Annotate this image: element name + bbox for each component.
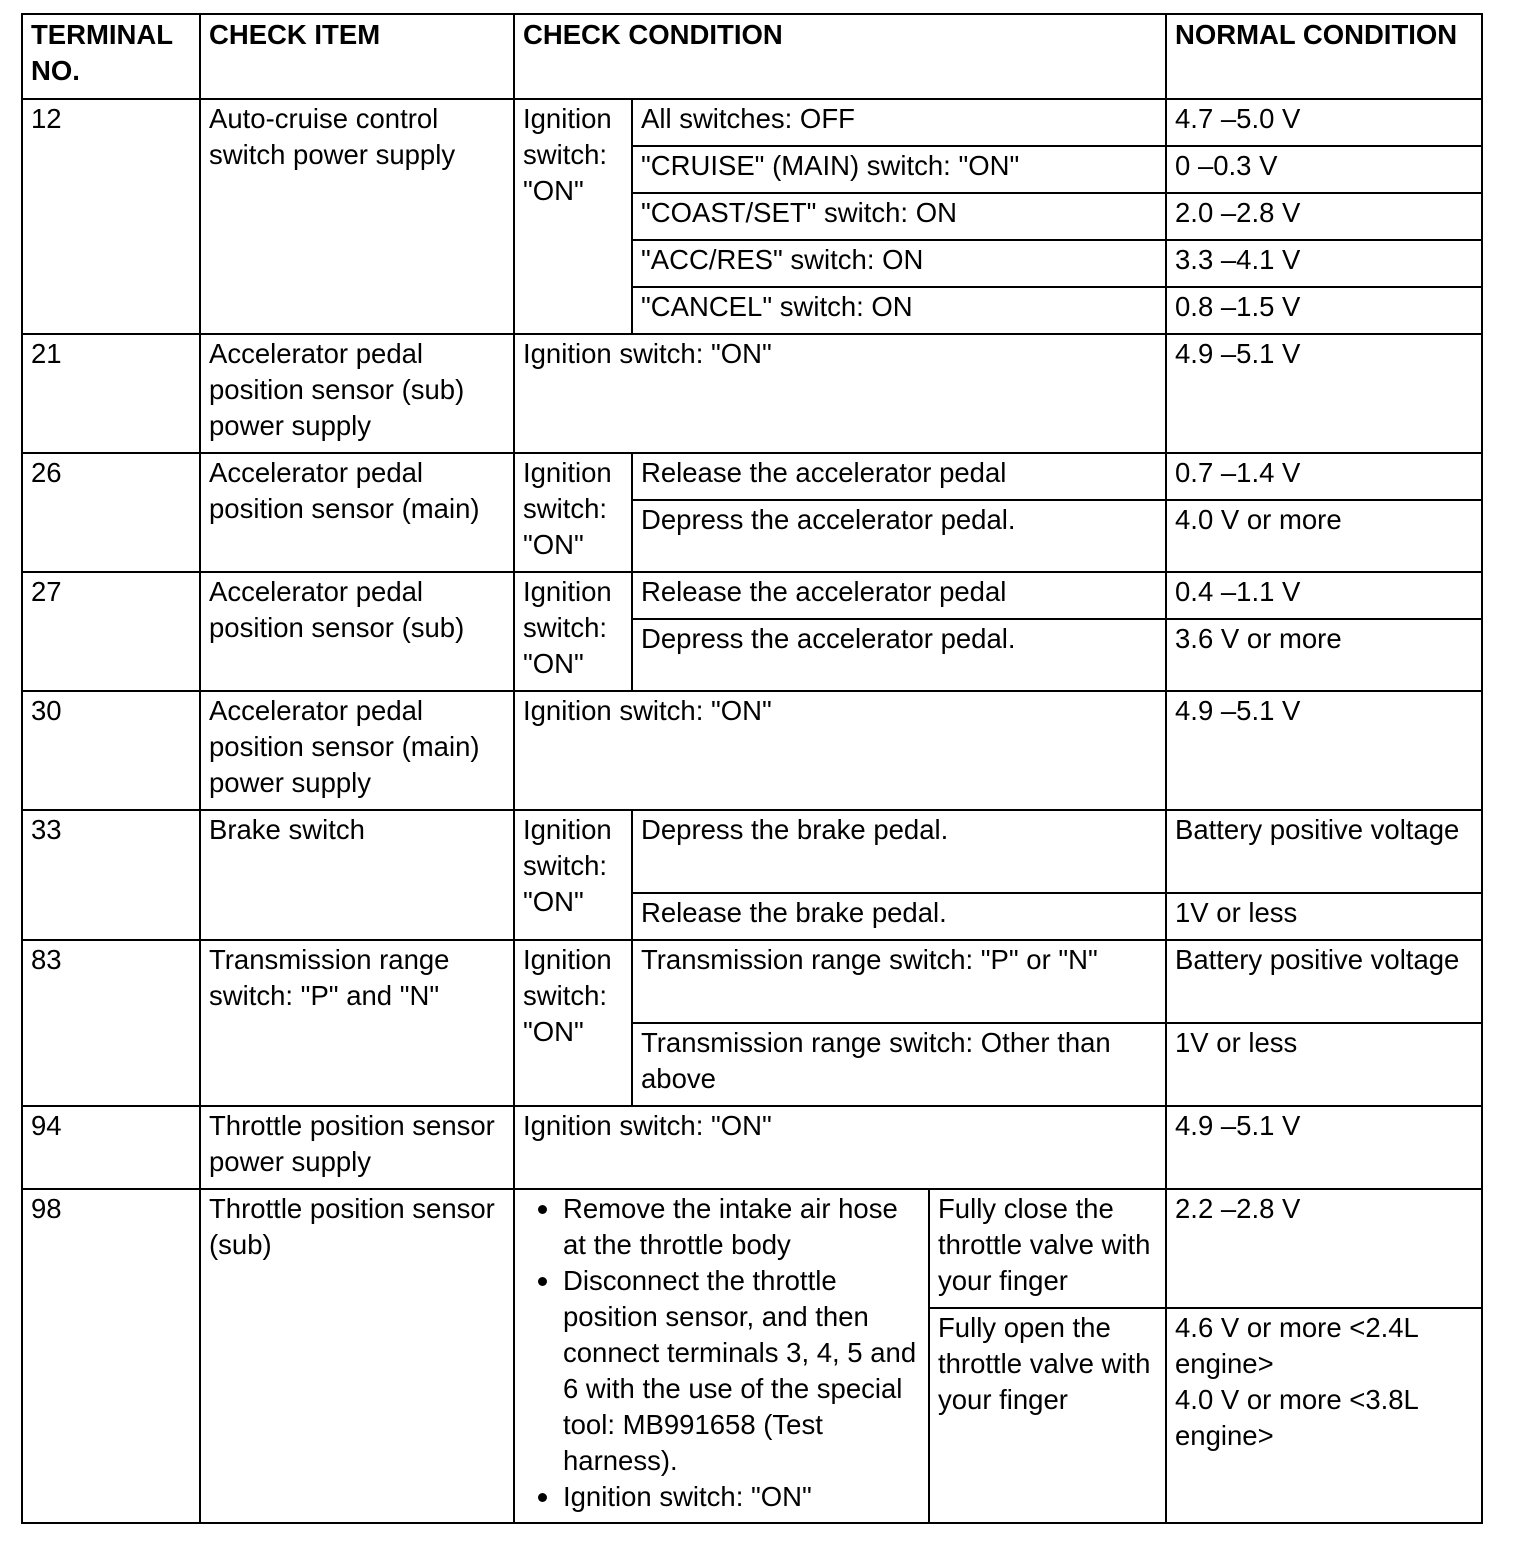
check-item: Auto-cruise control switch power supply <box>200 99 514 334</box>
table-row <box>22 572 1482 619</box>
terminal-no: 33 <box>22 810 200 940</box>
list-item: Ignition switch: "ON" <box>563 1479 922 1515</box>
check-item: Brake switch <box>200 810 514 940</box>
check-item: Throttle position sensor power supply <box>200 1106 514 1189</box>
table-row <box>22 1106 1482 1189</box>
terminal-check-table <box>21 13 1483 1524</box>
normal-condition: 0.4 –1.1 V <box>1166 572 1482 619</box>
list-item: Remove the intake air hose at the throttle body <box>563 1191 922 1263</box>
normal-condition: 1V or less <box>1166 893 1482 940</box>
table-row <box>22 453 1482 500</box>
normal-condition: Battery positive voltage <box>1166 940 1482 1023</box>
table-row <box>22 810 1482 893</box>
normal-condition: 4.0 V or more <box>1166 500 1482 572</box>
check-condition-main: Ignition switch: "ON" <box>514 572 632 691</box>
terminal-no: 27 <box>22 572 200 691</box>
check-condition-main: Ignition switch: "ON" <box>514 810 632 940</box>
normal-condition: 3.3 –4.1 V <box>1166 240 1482 287</box>
check-item: Accelerator pedal position sensor (sub) <box>200 572 514 691</box>
normal-condition: 4.9 –5.1 V <box>1166 334 1482 453</box>
terminal-no: 12 <box>22 99 200 334</box>
check-condition-sub: Release the brake pedal. <box>632 893 1166 940</box>
check-condition-sub: Release the accelerator pedal <box>632 572 1166 619</box>
header-check-item: CHECK ITEM <box>200 14 514 99</box>
check-item: Transmission range switch: "P" and "N" <box>200 940 514 1106</box>
check-condition-main: Ignition switch: "ON" <box>514 99 632 334</box>
check-condition-main: Ignition switch: "ON" <box>514 1106 1166 1189</box>
normal-condition-line: 4.6 V or more <2.4L engine> <box>1175 1312 1418 1379</box>
list-item: Disconnect the throttle position sensor, and then connect terminals 3, 4, 5 and 6 with the use of the special tool: MB991658 (Test harness). <box>563 1263 922 1479</box>
check-condition-steps <box>514 1189 929 1523</box>
normal-condition: 0.8 –1.5 V <box>1166 287 1482 334</box>
terminal-no: 94 <box>22 1106 200 1189</box>
steps-list <box>523 1191 922 1515</box>
check-condition-sub: Fully close the throttle valve with your finger <box>929 1189 1166 1308</box>
check-condition-sub: "CANCEL" switch: ON <box>632 287 1166 334</box>
normal-condition: 0.7 –1.4 V <box>1166 453 1482 500</box>
table-row <box>22 940 1482 1023</box>
check-condition-sub: "COAST/SET" switch: ON <box>632 193 1166 240</box>
normal-condition <box>1166 1308 1482 1523</box>
check-condition-sub: Depress the brake pedal. <box>632 810 1166 893</box>
terminal-no: 98 <box>22 1189 200 1523</box>
check-condition-main: Ignition switch: "ON" <box>514 940 632 1106</box>
normal-condition: 2.0 –2.8 V <box>1166 193 1482 240</box>
table-row <box>22 691 1482 810</box>
terminal-no: 21 <box>22 334 200 453</box>
check-condition-main: Ignition switch: "ON" <box>514 691 1166 810</box>
check-condition-sub: Depress the accelerator pedal. <box>632 500 1166 572</box>
normal-condition: 0 –0.3 V <box>1166 146 1482 193</box>
check-condition-sub: "CRUISE" (MAIN) switch: "ON" <box>632 146 1166 193</box>
check-condition-sub: Release the accelerator pedal <box>632 453 1166 500</box>
check-condition-sub: Fully open the throttle valve with your finger <box>929 1308 1166 1523</box>
header-normal-condition: NORMAL CONDITION <box>1166 14 1482 99</box>
check-condition-sub: Transmission range switch: Other than above <box>632 1023 1166 1106</box>
check-condition-main: Ignition switch: "ON" <box>514 453 632 572</box>
normal-condition: 4.9 –5.1 V <box>1166 691 1482 810</box>
header-check-condition: CHECK CONDITION <box>514 14 1166 99</box>
normal-condition: 2.2 –2.8 V <box>1166 1189 1482 1308</box>
normal-condition: 1V or less <box>1166 1023 1482 1106</box>
check-condition-sub: All switches: OFF <box>632 99 1166 146</box>
table-row <box>22 334 1482 453</box>
normal-condition: 4.9 –5.1 V <box>1166 1106 1482 1189</box>
header-row <box>22 14 1482 99</box>
terminal-no: 26 <box>22 453 200 572</box>
check-item: Accelerator pedal position sensor (main) power supply <box>200 691 514 810</box>
normal-condition-line: 4.0 V or more <3.8L engine> <box>1175 1384 1418 1451</box>
check-item: Accelerator pedal position sensor (main) <box>200 453 514 572</box>
terminal-no: 30 <box>22 691 200 810</box>
check-condition-sub: "ACC/RES" switch: ON <box>632 240 1166 287</box>
terminal-no: 83 <box>22 940 200 1106</box>
check-item: Accelerator pedal position sensor (sub) power supply <box>200 334 514 453</box>
table-row <box>22 1189 1482 1308</box>
header-terminal-no: TERMINAL NO. <box>22 14 200 99</box>
check-condition-main: Ignition switch: "ON" <box>514 334 1166 453</box>
normal-condition: Battery positive voltage <box>1166 810 1482 893</box>
check-condition-sub: Depress the accelerator pedal. <box>632 619 1166 691</box>
table-row <box>22 99 1482 146</box>
normal-condition: 3.6 V or more <box>1166 619 1482 691</box>
check-item: Throttle position sensor (sub) <box>200 1189 514 1523</box>
normal-condition: 4.7 –5.0 V <box>1166 99 1482 146</box>
check-condition-sub: Transmission range switch: "P" or "N" <box>632 940 1166 1023</box>
